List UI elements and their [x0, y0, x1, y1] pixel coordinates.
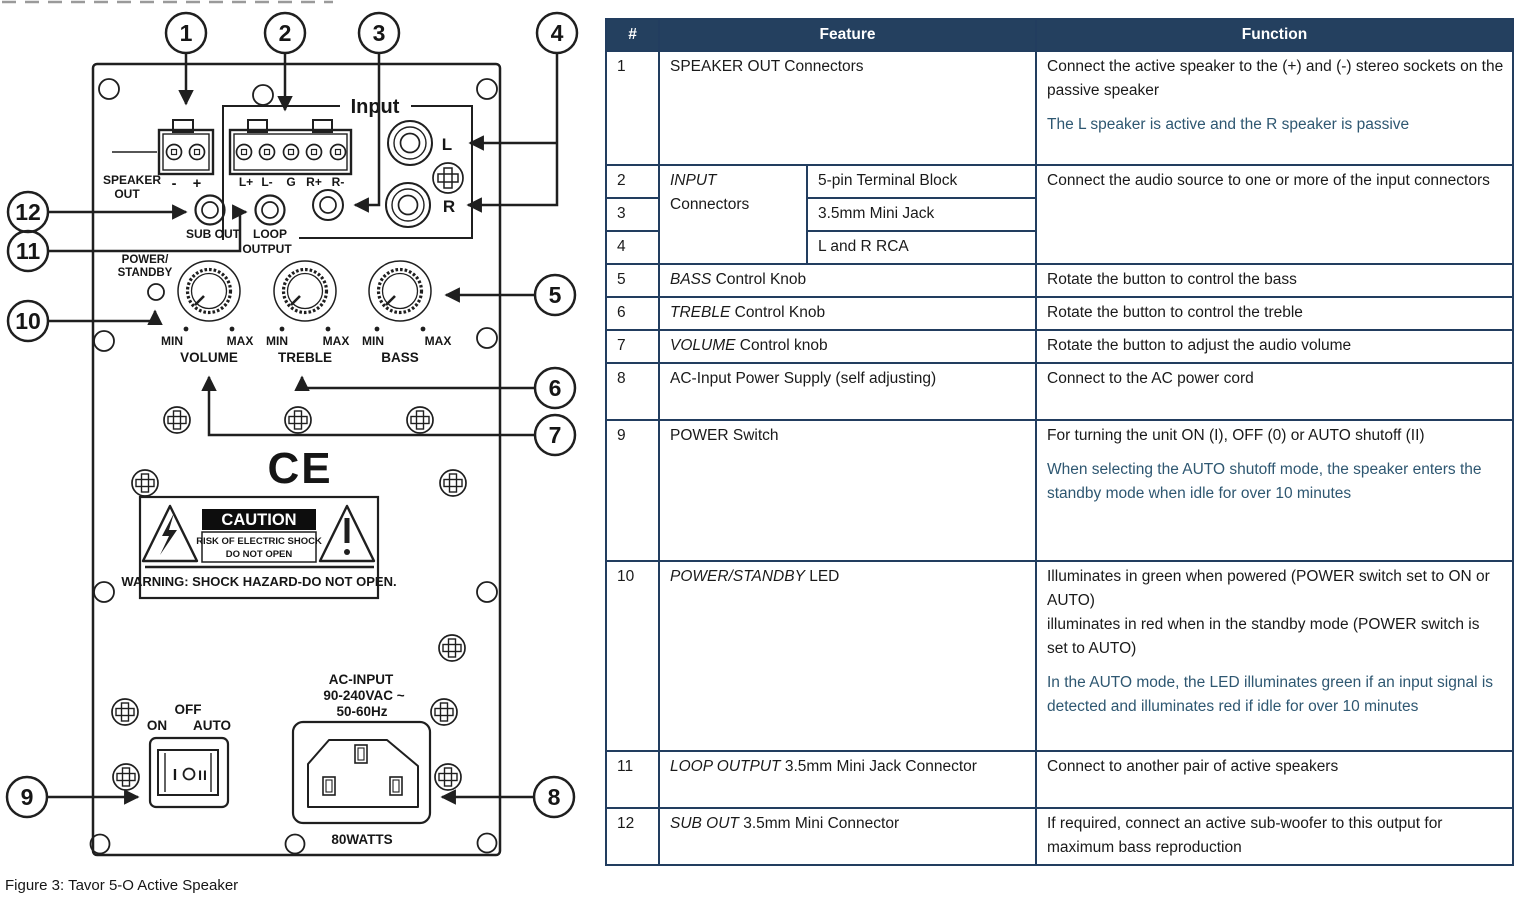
feature-rest: 3.5mm Mini Connector [738, 815, 900, 832]
feature-italic: INPUT [670, 172, 717, 189]
feature-italic: SUB OUT [670, 815, 739, 832]
row-num: 6 [606, 297, 659, 330]
sub-out-label: SUB OUT [186, 227, 240, 241]
bass-min-label: MIN [362, 334, 384, 348]
function-cell: Rotate the button to control the treble [1036, 297, 1513, 330]
header-feature: Feature [659, 19, 1036, 51]
switch-on-mark: I [172, 767, 178, 784]
watts-label: 80WATTS [331, 832, 393, 847]
mounting-hole [478, 834, 497, 853]
exclamation-dot [344, 549, 350, 555]
ce-mark: CE [267, 444, 333, 493]
row-num: 4 [606, 231, 659, 264]
callout-7 [535, 415, 575, 455]
screw-icon [285, 407, 311, 433]
mounting-hole [477, 79, 497, 99]
minus-label: - [171, 176, 177, 192]
feature-italic: BASS [670, 271, 712, 288]
mounting-hole [94, 582, 114, 602]
mounting-hole [477, 328, 497, 348]
auto-label: AUTO [192, 718, 232, 733]
table-row [606, 808, 1513, 865]
note-text: The L speaker is active and the R speaker is passive [1047, 116, 1410, 133]
screw-icon [435, 764, 461, 790]
svg-text:5: 5 [548, 282, 562, 308]
ac-voltage-label: 90-240VAC ~ [323, 688, 405, 703]
row-num: 5 [606, 264, 659, 297]
callout-10 [8, 301, 48, 341]
table-row [606, 297, 1513, 330]
mounting-hole [477, 582, 497, 602]
callout-6 [535, 368, 575, 408]
treble-label: TREBLE [278, 350, 332, 365]
ac-inlet [293, 672, 430, 847]
table-row [606, 561, 1513, 751]
feature-cell: AC-Input Power Supply (self adjusting) [659, 363, 1036, 420]
function-text: Connect the active speaker to the (+) and (-) stereo sockets on the passive speaker [1047, 58, 1504, 99]
loop-output-jack [256, 196, 285, 225]
loop-output-label2: OUTPUT [242, 242, 292, 256]
volume-min-label: MIN [161, 334, 183, 348]
feature-cell [659, 808, 1036, 865]
bass-label: BASS [381, 350, 419, 365]
function-cell [1036, 51, 1513, 165]
table-header-row [606, 19, 1513, 51]
row-num: 12 [606, 808, 659, 865]
callout-2 [265, 13, 305, 53]
screw-icon [132, 470, 158, 496]
feature-cell [659, 561, 1036, 751]
pin-label-lminus: L- [261, 175, 273, 189]
feature-rest: Control Knob [711, 271, 807, 288]
sub-out-jack [196, 196, 225, 225]
subfeature-cell: L and R RCA [807, 231, 1036, 264]
bass-max-label: MAX [424, 334, 452, 348]
feature-rest: 3.5mm Mini Jack Connector [780, 758, 977, 775]
iec-socket-outline [308, 740, 418, 807]
svg-text:10: 10 [15, 308, 41, 334]
mounting-hole [286, 835, 305, 854]
table-row [606, 420, 1513, 561]
screw-icon [439, 635, 465, 661]
caution-label [121, 497, 396, 598]
row-num: 11 [606, 751, 659, 808]
speaker-out-terminal [103, 120, 213, 201]
row-num: 8 [606, 363, 659, 420]
speaker-out-label: SPEAKER [102, 173, 162, 187]
plus-label: + [192, 176, 202, 192]
feature-cell: SPEAKER OUT Connectors [659, 51, 1036, 165]
function-cell [1036, 561, 1513, 751]
svg-text:11: 11 [15, 238, 41, 264]
power-standby-label2: STANDBY [117, 267, 173, 279]
feature-rest: Control Knob [730, 304, 826, 321]
row-num: 9 [606, 420, 659, 561]
screw-icon [112, 699, 138, 725]
screw-icon [407, 407, 433, 433]
subfeature-cell: 3.5mm Mini Jack [807, 198, 1036, 231]
treble-max-label: MAX [322, 334, 350, 348]
svg-text:12: 12 [15, 199, 41, 225]
volume-max-label: MAX [226, 334, 254, 348]
callout-9 [7, 777, 47, 817]
svg-text:4: 4 [550, 20, 564, 46]
table-row [606, 751, 1513, 808]
speaker-rear-panel-figure [0, 0, 605, 910]
callout-1 [166, 13, 206, 53]
callout-8 [534, 777, 574, 817]
input-terminal-block [230, 120, 351, 189]
switch-auto-mark: II [198, 767, 208, 783]
table-row [606, 51, 1513, 165]
function-text: illuminates in red when in the standby mode (POWER switch is set to AUTO) [1047, 616, 1480, 657]
svg-text:6: 6 [548, 375, 562, 401]
function-cell: Rotate the button to control the bass [1036, 264, 1513, 297]
screw-icon [431, 699, 457, 725]
table-row [606, 264, 1513, 297]
row-num: 10 [606, 561, 659, 751]
function-text: For turning the unit ON (I), OFF (0) or AUTO shutoff (II) [1047, 427, 1425, 444]
power-switch [147, 702, 231, 807]
function-cell: Connect to the AC power cord [1036, 363, 1513, 420]
ac-input-label: AC-INPUT [328, 672, 394, 687]
table-row [606, 363, 1513, 420]
row-num: 1 [606, 51, 659, 165]
feature-cell: POWER Switch [659, 420, 1036, 561]
table-row [606, 165, 1513, 198]
rca-l-label: L [441, 135, 453, 154]
feature-italic: POWER/STANDBY [670, 568, 805, 585]
svg-text:9: 9 [20, 784, 34, 810]
function-text: Illuminates in green when powered (POWER switch set to ON or AUTO) [1047, 568, 1490, 609]
volume-label: VOLUME [180, 350, 238, 365]
feature-cell [659, 751, 1036, 808]
rear-panel-diagram [0, 0, 605, 910]
header-num: # [606, 19, 659, 51]
mounting-hole [253, 85, 273, 105]
function-cell: If required, connect an active sub-woofer to this output for maximum bass reproduction [1036, 808, 1513, 865]
do-not-open-text: DO NOT OPEN [225, 549, 293, 560]
function-cell: Rotate the button to adjust the audio volume [1036, 330, 1513, 363]
mounting-hole [94, 331, 114, 351]
callout-4 [537, 13, 577, 53]
callout-11 [8, 231, 48, 271]
feature-cell [659, 165, 807, 264]
switch-off-mark [184, 769, 195, 780]
row-num: 3 [606, 198, 659, 231]
svg-text:1: 1 [179, 20, 193, 46]
function-cell: Connect the audio source to one or more of the input connectors [1036, 165, 1513, 264]
subfeature-cell: 5-pin Terminal Block [807, 165, 1036, 198]
ac-freq-label: 50-60Hz [336, 704, 388, 719]
on-label: ON [146, 718, 168, 733]
callout-5 [535, 275, 575, 315]
rca-jack-l [388, 121, 432, 165]
mounting-hole [99, 79, 119, 99]
power-standby-label: POWER/ [121, 254, 169, 266]
feature-function-table [605, 18, 1512, 866]
feature-cell [659, 297, 1036, 330]
risk-text: RISK OF ELECTRIC SHOCK [196, 536, 322, 547]
feature-rest: Connectors [670, 196, 750, 213]
function-cell: Connect to another pair of active speakers [1036, 751, 1513, 808]
feature-italic: TREBLE [670, 304, 731, 321]
off-label: OFF [174, 702, 202, 717]
callout-3 [359, 13, 399, 53]
feature-cell [659, 264, 1036, 297]
note-text: When selecting the AUTO shutoff mode, the speaker enters the standby mode when idle for over 10 minutes [1047, 461, 1482, 502]
feature-italic: LOOP OUTPUT [670, 758, 781, 775]
speaker-out-label2: OUT [114, 187, 140, 201]
screw-icon [440, 470, 466, 496]
rca-jack-r [386, 183, 430, 227]
screw-icon [433, 163, 463, 193]
svg-text:8: 8 [547, 784, 561, 810]
svg-text:2: 2 [278, 20, 292, 46]
table-row [606, 330, 1513, 363]
feature-cell [659, 330, 1036, 363]
svg-text:7: 7 [548, 422, 562, 448]
feature-rest: LED [804, 568, 840, 585]
header-function: Function [1036, 19, 1513, 51]
note-text: In the AUTO mode, the LED illuminates green if an input signal is detected and illuminates red if idle for over 10 minutes [1047, 674, 1494, 715]
figure-caption: Figure 3: Tavor 5-O Active Speaker [5, 877, 239, 894]
function-cell [1036, 420, 1513, 561]
feature-rest: Control knob [735, 337, 828, 354]
rca-r-label: R [442, 197, 456, 216]
volume-knob [178, 261, 240, 331]
loop-output-label: LOOP [252, 227, 288, 241]
treble-min-label: MIN [266, 334, 288, 348]
bass-knob [369, 261, 431, 331]
warning-text: WARNING: SHOCK HAZARD-DO NOT OPEN. [121, 574, 397, 589]
power-led [148, 284, 164, 300]
svg-text:3: 3 [372, 20, 386, 46]
callout-12 [8, 192, 48, 232]
row-num: 2 [606, 165, 659, 198]
pin-label-lplus: L+ [238, 175, 254, 189]
input-section-label: Input [350, 96, 400, 118]
mini-jack-input [313, 190, 343, 220]
pin-label-rminus: R- [331, 175, 345, 189]
row-num: 7 [606, 330, 659, 363]
pin-label-g: G [286, 175, 296, 189]
screw-icon [113, 764, 139, 790]
feature-italic: VOLUME [670, 337, 736, 354]
screw-icon [164, 407, 190, 433]
iec-pins [323, 745, 402, 795]
pin-label-rplus: R+ [306, 175, 322, 189]
caution-text: CAUTION [221, 511, 297, 529]
treble-knob [274, 261, 336, 331]
